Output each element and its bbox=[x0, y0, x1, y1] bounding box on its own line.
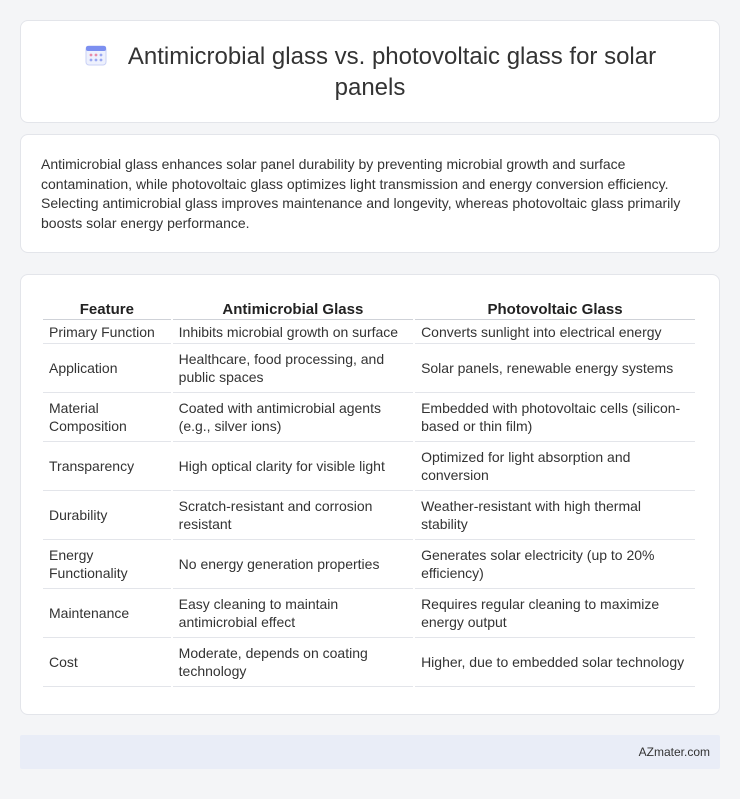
table-row bbox=[43, 344, 695, 393]
antimicrobial-cell: Easy cleaning to maintain antimicrobial effect bbox=[173, 589, 413, 638]
antimicrobial-cell: Moderate, depends on coating technology bbox=[173, 638, 413, 687]
antimicrobial-cell: High optical clarity for visible light bbox=[173, 442, 413, 491]
antimicrobial-cell: Scratch-resistant and corrosion resistant bbox=[173, 491, 413, 540]
feature-cell: Energy Functionality bbox=[43, 540, 171, 589]
table-row bbox=[43, 540, 695, 589]
title-card bbox=[20, 20, 720, 123]
comparison-table bbox=[41, 295, 697, 687]
antimicrobial-cell: Coated with antimicrobial agents (e.g., silver ions) bbox=[173, 393, 413, 442]
summary-card bbox=[20, 134, 720, 253]
header-photovoltaic-glass: Photovoltaic Glass bbox=[415, 295, 695, 320]
photovoltaic-cell: Optimized for light absorption and conversion bbox=[415, 442, 695, 491]
feature-cell: Primary Function bbox=[43, 320, 171, 344]
feature-cell: Durability bbox=[43, 491, 171, 540]
antimicrobial-cell: No energy generation properties bbox=[173, 540, 413, 589]
photovoltaic-cell: Solar panels, renewable energy systems bbox=[415, 344, 695, 393]
table-row bbox=[43, 393, 695, 442]
table-row bbox=[43, 491, 695, 540]
footer-brand-link[interactable]: AZmater.com bbox=[638, 745, 710, 759]
photovoltaic-cell: Converts sunlight into electrical energy bbox=[415, 320, 695, 344]
footer bbox=[20, 735, 720, 769]
feature-cell: Cost bbox=[43, 638, 171, 687]
comparison-table-card bbox=[20, 274, 720, 715]
photovoltaic-cell: Requires regular cleaning to maximize energy output bbox=[415, 589, 695, 638]
header-antimicrobial-glass: Antimicrobial Glass bbox=[173, 295, 413, 320]
calendar-icon bbox=[84, 43, 108, 67]
table-row bbox=[43, 638, 695, 687]
summary-text: Antimicrobial glass enhances solar panel durability by preventing microbial growth and surface contamination, while photovoltaic glass optimizes light transmission and energy conversion efficiency. Selecting antimicrobial glass improves maintenance and longevity, whereas photovoltaic glass primarily boosts solar energy performance. bbox=[41, 156, 681, 231]
feature-cell: Maintenance bbox=[43, 589, 171, 638]
photovoltaic-cell: Generates solar electricity (up to 20% efficiency) bbox=[415, 540, 695, 589]
table-row bbox=[43, 320, 695, 344]
feature-cell: Material Composition bbox=[43, 393, 171, 442]
page-title bbox=[61, 41, 679, 103]
feature-cell: Application bbox=[43, 344, 171, 393]
table-header-row bbox=[43, 295, 695, 320]
feature-cell: Transparency bbox=[43, 442, 171, 491]
antimicrobial-cell: Healthcare, food processing, and public spaces bbox=[173, 344, 413, 393]
antimicrobial-cell: Inhibits microbial growth on surface bbox=[173, 320, 413, 344]
header-feature: Feature bbox=[43, 295, 171, 320]
photovoltaic-cell: Higher, due to embedded solar technology bbox=[415, 638, 695, 687]
page-title-text: Antimicrobial glass vs. photovoltaic glass for solar panels bbox=[127, 42, 657, 101]
photovoltaic-cell: Embedded with photovoltaic cells (silicon-based or thin film) bbox=[415, 393, 695, 442]
table-row bbox=[43, 442, 695, 491]
photovoltaic-cell: Weather-resistant with high thermal stability bbox=[415, 491, 695, 540]
table-row bbox=[43, 589, 695, 638]
